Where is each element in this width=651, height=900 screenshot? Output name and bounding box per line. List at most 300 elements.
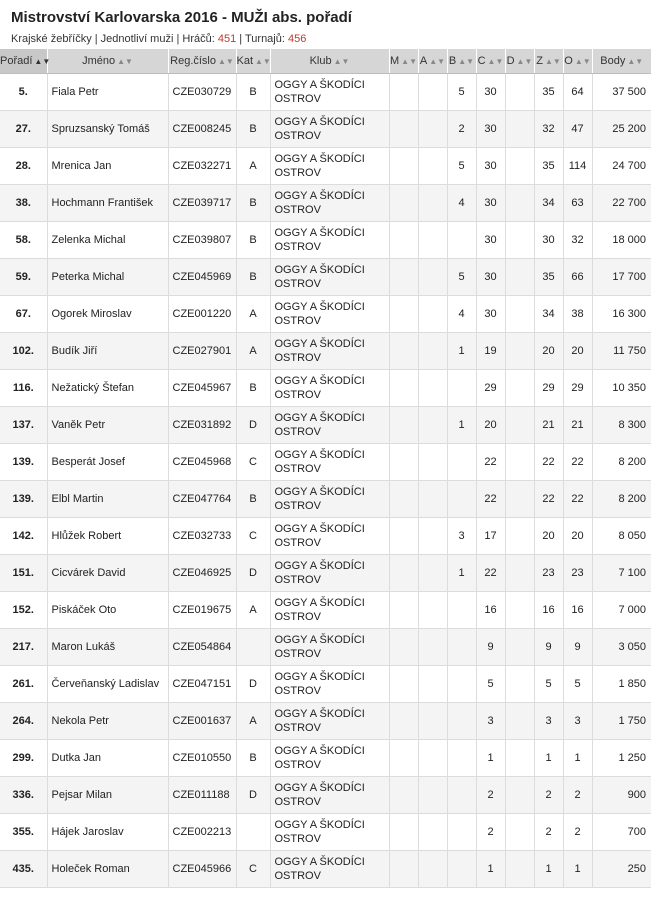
col-o: 9: [563, 629, 592, 666]
sort-icon: ▲▼: [627, 57, 644, 66]
col-z: 32: [534, 111, 563, 148]
reg-number: CZE039717: [168, 185, 236, 222]
table-row: [0, 259, 651, 296]
col-m: [389, 333, 418, 370]
category: B: [236, 222, 270, 259]
rank-cell: 139.: [0, 444, 47, 481]
page-header: [0, 0, 631, 49]
col-d: [505, 629, 534, 666]
points: 3 050: [592, 629, 651, 666]
col-c: 30: [476, 296, 505, 333]
club-name-line2: OSTROV: [274, 648, 321, 660]
col-m: [389, 296, 418, 333]
col-m: [389, 629, 418, 666]
column-header-label: B: [448, 55, 457, 67]
col-b: [447, 592, 476, 629]
col-o: 38: [563, 296, 592, 333]
col-a: [418, 148, 447, 185]
club-name-line2: OSTROV: [274, 574, 321, 586]
col-z: 1: [534, 851, 563, 888]
col-c: 20: [476, 407, 505, 444]
col-d: [505, 518, 534, 555]
col-a: [418, 814, 447, 851]
col-b: 5: [447, 148, 476, 185]
col-d: [505, 555, 534, 592]
player-name: Maron Lukáš: [47, 629, 168, 666]
points: 700: [592, 814, 651, 851]
col-b: 2: [447, 111, 476, 148]
category: B: [236, 111, 270, 148]
ranking-table: [0, 49, 651, 888]
col-a: [418, 518, 447, 555]
col-o: 22: [563, 481, 592, 518]
player-name: Cicvárek David: [47, 555, 168, 592]
reg-number: CZE045968: [168, 444, 236, 481]
column-header-d[interactable]: [505, 49, 534, 74]
col-m: [389, 259, 418, 296]
col-c: 1: [476, 740, 505, 777]
col-d: [505, 185, 534, 222]
col-o: 5: [563, 666, 592, 703]
col-a: [418, 74, 447, 111]
category: D: [236, 666, 270, 703]
club-name: [270, 666, 389, 703]
club-name-line1: OGGY A ŠKODÍCI: [274, 227, 365, 239]
club-name-line2: OSTROV: [274, 796, 321, 808]
col-m: [389, 740, 418, 777]
column-header-label: C: [477, 55, 486, 67]
category: B: [236, 481, 270, 518]
column-header-m[interactable]: [389, 49, 418, 74]
col-z: 30: [534, 222, 563, 259]
player-name: Spruzsanský Tomáš: [47, 111, 168, 148]
player-name: Nekola Petr: [47, 703, 168, 740]
col-b: [447, 222, 476, 259]
rank-cell: 139.: [0, 481, 47, 518]
reg-number: CZE032271: [168, 148, 236, 185]
col-c: 22: [476, 555, 505, 592]
col-d: [505, 777, 534, 814]
reg-number: CZE001637: [168, 703, 236, 740]
col-b: [447, 666, 476, 703]
club-name-line1: OGGY A ŠKODÍCI: [274, 708, 365, 720]
points: 250: [592, 851, 651, 888]
col-o: 2: [563, 777, 592, 814]
club-name: [270, 111, 389, 148]
col-a: [418, 592, 447, 629]
col-d: [505, 666, 534, 703]
col-c: 3: [476, 703, 505, 740]
club-name: [270, 370, 389, 407]
reg-number: CZE031892: [168, 407, 236, 444]
club-name: [270, 518, 389, 555]
col-b: 4: [447, 296, 476, 333]
column-header-reg[interactable]: [168, 49, 236, 74]
col-c: 30: [476, 111, 505, 148]
points: 900: [592, 777, 651, 814]
category: A: [236, 592, 270, 629]
points: 1 250: [592, 740, 651, 777]
club-name-line1: OGGY A ŠKODÍCI: [274, 153, 365, 165]
table-row: [0, 592, 651, 629]
sort-icon: ▲▼: [34, 57, 51, 66]
col-o: 23: [563, 555, 592, 592]
points: 11 750: [592, 333, 651, 370]
col-o: 32: [563, 222, 592, 259]
table-row: [0, 814, 651, 851]
col-m: [389, 481, 418, 518]
table-row: [0, 666, 651, 703]
rank-cell: 38.: [0, 185, 47, 222]
club-name-line1: OGGY A ŠKODÍCI: [274, 412, 365, 424]
club-name-line2: OSTROV: [274, 500, 321, 512]
breadcrumb: [11, 31, 623, 47]
col-c: 30: [476, 148, 505, 185]
category: [236, 814, 270, 851]
column-header-name[interactable]: [47, 49, 168, 74]
col-z: 35: [534, 148, 563, 185]
club-name-line2: OSTROV: [274, 204, 321, 216]
reg-number: CZE045969: [168, 259, 236, 296]
table-row: [0, 481, 651, 518]
sort-icon: ▲▼: [574, 57, 591, 66]
category: C: [236, 518, 270, 555]
col-d: [505, 851, 534, 888]
club-name: [270, 703, 389, 740]
club-name-line1: OGGY A ŠKODÍCI: [274, 301, 365, 313]
reg-number: CZE030729: [168, 74, 236, 111]
club-name: [270, 629, 389, 666]
col-c: 30: [476, 185, 505, 222]
points: 8 050: [592, 518, 651, 555]
col-d: [505, 592, 534, 629]
col-c: 22: [476, 481, 505, 518]
club-name-line1: OGGY A ŠKODÍCI: [274, 671, 365, 683]
points: 25 200: [592, 111, 651, 148]
column-header-c[interactable]: [476, 49, 505, 74]
col-z: 34: [534, 185, 563, 222]
column-header-label: O: [564, 55, 573, 67]
club-name: [270, 777, 389, 814]
col-c: 16: [476, 592, 505, 629]
table-row: [0, 222, 651, 259]
col-b: 1: [447, 333, 476, 370]
reg-number: CZE054864: [168, 629, 236, 666]
club-name: [270, 296, 389, 333]
col-m: [389, 444, 418, 481]
col-a: [418, 555, 447, 592]
rank-cell: 299.: [0, 740, 47, 777]
table-row: [0, 740, 651, 777]
column-header-label: Kat: [236, 55, 254, 67]
col-z: 3: [534, 703, 563, 740]
table-row: [0, 518, 651, 555]
reg-number: CZE019675: [168, 592, 236, 629]
col-b: [447, 703, 476, 740]
col-c: 5: [476, 666, 505, 703]
tournaments-count: 456: [287, 33, 307, 45]
col-z: 16: [534, 592, 563, 629]
col-a: [418, 407, 447, 444]
club-name-line2: OSTROV: [274, 870, 321, 882]
club-name-line2: OSTROV: [274, 833, 321, 845]
player-name: Nežatický Štefan: [47, 370, 168, 407]
col-d: [505, 222, 534, 259]
rank-cell: 58.: [0, 222, 47, 259]
club-name-line1: OGGY A ŠKODÍCI: [274, 116, 365, 128]
club-name: [270, 222, 389, 259]
col-m: [389, 74, 418, 111]
club-name-line1: OGGY A ŠKODÍCI: [274, 597, 365, 609]
col-a: [418, 370, 447, 407]
category: B: [236, 740, 270, 777]
rank-cell: 217.: [0, 629, 47, 666]
table-row: [0, 851, 651, 888]
reg-number: CZE047764: [168, 481, 236, 518]
sort-icon: ▲▼: [117, 57, 133, 66]
club-name-line2: OSTROV: [274, 278, 321, 290]
sort-icon: ▲▼: [516, 57, 533, 66]
col-o: 1: [563, 740, 592, 777]
col-b: [447, 814, 476, 851]
club-name: [270, 333, 389, 370]
col-d: [505, 111, 534, 148]
column-header-a[interactable]: [418, 49, 447, 74]
table-row: [0, 148, 651, 185]
points: 18 000: [592, 222, 651, 259]
club-name-line2: OSTROV: [274, 463, 321, 475]
sort-icon: ▲▼: [218, 57, 234, 66]
col-z: 2: [534, 777, 563, 814]
points: 8 200: [592, 481, 651, 518]
col-o: 20: [563, 518, 592, 555]
table-row: [0, 370, 651, 407]
col-a: [418, 333, 447, 370]
column-header-o[interactable]: [563, 49, 592, 74]
club-name-line2: OSTROV: [274, 352, 321, 364]
category: A: [236, 148, 270, 185]
col-o: 16: [563, 592, 592, 629]
col-d: [505, 740, 534, 777]
points: 16 300: [592, 296, 651, 333]
club-name-line2: OSTROV: [274, 611, 321, 623]
points: 1 750: [592, 703, 651, 740]
player-name: Fiala Petr: [47, 74, 168, 111]
col-c: 2: [476, 814, 505, 851]
sort-icon: ▲▼: [401, 57, 417, 66]
club-name: [270, 740, 389, 777]
col-o: 63: [563, 185, 592, 222]
col-z: 20: [534, 518, 563, 555]
club-name: [270, 444, 389, 481]
player-name: Budík Jiří: [47, 333, 168, 370]
rank-cell: 102.: [0, 333, 47, 370]
tournaments-label: | Turnajů:: [236, 33, 288, 45]
col-d: [505, 407, 534, 444]
club-name-line1: OGGY A ŠKODÍCI: [274, 560, 365, 572]
col-b: 1: [447, 555, 476, 592]
col-a: [418, 740, 447, 777]
col-a: [418, 444, 447, 481]
col-m: [389, 222, 418, 259]
sort-icon: ▲▼: [333, 57, 350, 66]
column-header-points[interactable]: [592, 49, 651, 74]
category: C: [236, 444, 270, 481]
rank-cell: 142.: [0, 518, 47, 555]
points: 10 350: [592, 370, 651, 407]
col-b: 5: [447, 259, 476, 296]
table-row: [0, 444, 651, 481]
points: 22 700: [592, 185, 651, 222]
col-c: 29: [476, 370, 505, 407]
club-name-line1: OGGY A ŠKODÍCI: [274, 634, 365, 646]
column-header-rank[interactable]: [0, 49, 51, 74]
club-name: [270, 851, 389, 888]
reg-number: CZE046925: [168, 555, 236, 592]
col-c: 9: [476, 629, 505, 666]
rank-cell: 261.: [0, 666, 47, 703]
col-d: [505, 444, 534, 481]
player-name: Piskáček Oto: [47, 592, 168, 629]
club-name-line1: OGGY A ŠKODÍCI: [274, 819, 365, 831]
col-z: 2: [534, 814, 563, 851]
column-header-club[interactable]: [270, 49, 389, 74]
points: 7 100: [592, 555, 651, 592]
col-d: [505, 481, 534, 518]
col-a: [418, 777, 447, 814]
player-name: Pejsar Milan: [47, 777, 168, 814]
reg-number: CZE011188: [168, 777, 236, 814]
col-b: [447, 851, 476, 888]
player-name: Dutka Jan: [47, 740, 168, 777]
player-name: Hlůžek Robert: [47, 518, 168, 555]
club-name-line1: OGGY A ŠKODÍCI: [274, 523, 365, 535]
column-header-label: D: [506, 55, 515, 67]
col-z: 29: [534, 370, 563, 407]
club-name-line2: OSTROV: [274, 426, 321, 438]
points: 8 200: [592, 444, 651, 481]
club-name-line1: OGGY A ŠKODÍCI: [274, 338, 365, 350]
points: 7 000: [592, 592, 651, 629]
col-o: 3: [563, 703, 592, 740]
rank-cell: 67.: [0, 296, 47, 333]
players-count: 451: [217, 33, 237, 45]
col-o: 20: [563, 333, 592, 370]
col-z: 35: [534, 259, 563, 296]
table-row: [0, 296, 651, 333]
rank-cell: 137.: [0, 407, 47, 444]
col-a: [418, 481, 447, 518]
col-z: 5: [534, 666, 563, 703]
col-m: [389, 111, 418, 148]
col-a: [418, 111, 447, 148]
club-name-line2: OSTROV: [274, 241, 321, 253]
category: B: [236, 259, 270, 296]
col-d: [505, 259, 534, 296]
club-name: [270, 481, 389, 518]
club-name-line1: OGGY A ŠKODÍCI: [274, 375, 365, 387]
col-a: [418, 185, 447, 222]
col-b: 1: [447, 407, 476, 444]
rank-cell: 28.: [0, 148, 47, 185]
col-a: [418, 703, 447, 740]
points: 1 850: [592, 666, 651, 703]
column-header-label: M: [389, 55, 400, 67]
club-name-line2: OSTROV: [274, 759, 321, 771]
table-header-row: [0, 49, 651, 74]
col-z: 1: [534, 740, 563, 777]
club-name: [270, 148, 389, 185]
table-row: [0, 111, 651, 148]
page-title: Mistrovství Karlovarska 2016 - MUŽI abs. pořadí: [11, 9, 352, 26]
col-o: 21: [563, 407, 592, 444]
col-o: 29: [563, 370, 592, 407]
col-d: [505, 703, 534, 740]
col-z: 23: [534, 555, 563, 592]
points: 37 500: [592, 74, 651, 111]
sort-icon: ▲▼: [487, 57, 504, 66]
col-c: 2: [476, 777, 505, 814]
player-name: Besperát Josef: [47, 444, 168, 481]
col-a: [418, 259, 447, 296]
reg-number: CZE027901: [168, 333, 236, 370]
table-row: [0, 185, 651, 222]
col-b: 5: [447, 74, 476, 111]
sort-icon: ▲▼: [544, 57, 561, 66]
category: [236, 629, 270, 666]
col-d: [505, 74, 534, 111]
player-name: Ogorek Miroslav: [47, 296, 168, 333]
col-m: [389, 592, 418, 629]
column-header-b[interactable]: [447, 49, 476, 74]
col-m: [389, 148, 418, 185]
col-d: [505, 370, 534, 407]
col-b: [447, 481, 476, 518]
column-header-kat[interactable]: [236, 49, 270, 74]
column-header-z[interactable]: [534, 49, 563, 74]
club-name-line2: OSTROV: [274, 389, 321, 401]
player-name: Zelenka Michal: [47, 222, 168, 259]
col-m: [389, 777, 418, 814]
column-header-label: Body: [600, 55, 626, 67]
col-c: 19: [476, 333, 505, 370]
rank-cell: 264.: [0, 703, 47, 740]
club-name-line1: OGGY A ŠKODÍCI: [274, 264, 365, 276]
category: A: [236, 296, 270, 333]
col-c: 17: [476, 518, 505, 555]
reg-number: CZE047151: [168, 666, 236, 703]
col-d: [505, 814, 534, 851]
col-c: 30: [476, 74, 505, 111]
col-d: [505, 148, 534, 185]
table-row: [0, 777, 651, 814]
rank-cell: 116.: [0, 370, 47, 407]
club-name-line2: OSTROV: [274, 315, 321, 327]
col-a: [418, 851, 447, 888]
rank-cell: 27.: [0, 111, 47, 148]
col-z: 21: [534, 407, 563, 444]
player-name: Hochmann František: [47, 185, 168, 222]
table-row: [0, 703, 651, 740]
col-d: [505, 333, 534, 370]
col-b: [447, 740, 476, 777]
club-name-line1: OGGY A ŠKODÍCI: [274, 782, 365, 794]
column-header-label: Z: [536, 55, 543, 67]
club-name: [270, 185, 389, 222]
player-name: Peterka Michal: [47, 259, 168, 296]
col-c: 30: [476, 259, 505, 296]
club-name-line2: OSTROV: [274, 722, 321, 734]
